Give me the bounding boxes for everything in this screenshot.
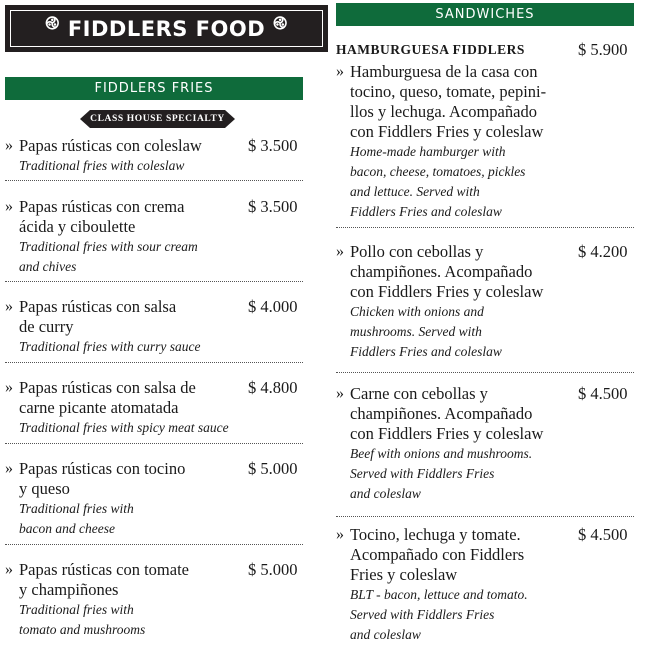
fries-section-header	[5, 77, 303, 100]
fries-item-description: Traditional fries with spicy meat sauce	[19, 420, 229, 435]
sandwich-item-description: Beef with onions and mushrooms.	[350, 446, 533, 461]
fries-item-price: $ 3.500	[248, 136, 298, 155]
sandwich-item-name: Tocino, lechuga y tomate.	[350, 525, 521, 544]
sandwich-item-price: $ 4.500	[578, 384, 628, 403]
specialty-label: CLASS HOUSE SPECIALTY	[90, 110, 225, 128]
sandwich-item-name: champiñones. Acompañado	[350, 404, 533, 423]
sandwich-item	[336, 242, 544, 362]
sandwiches-section-title: SANDWICHES	[435, 7, 535, 22]
fries-item-price: $ 4.800	[248, 378, 298, 397]
fries-item-name: y queso	[19, 479, 70, 498]
sandwich-item-description: Chicken with onions and	[350, 304, 484, 319]
sandwich-item-name: con Fiddlers Fries y coleslaw	[350, 282, 544, 301]
sandwich-item-description: Home-made hamburger with	[350, 144, 506, 159]
sandwich-item-name: champiñones. Acompañado	[350, 262, 533, 281]
bullet-marker: »	[5, 137, 13, 154]
bullet-marker: »	[5, 561, 13, 578]
dotted-divider	[5, 281, 303, 282]
sandwich-item-description: Served with Fiddlers Fries	[350, 466, 495, 481]
sandwich-item-description: and lettuce. Served with	[350, 184, 480, 199]
sandwich-item-name: llos y lechuga. Acompañado	[350, 102, 537, 121]
bullet-marker: »	[336, 526, 344, 543]
sandwich-item-price: $ 4.200	[578, 242, 628, 261]
sandwich-item-name: Pollo con cebollas y	[350, 242, 484, 261]
sandwich-item-name: Carne con cebollas y	[350, 384, 488, 403]
bullet-marker: »	[336, 385, 344, 402]
fries-item	[5, 197, 198, 277]
fries-item-description: bacon and cheese	[19, 521, 115, 536]
fries-item-name: Papas rústicas con tocino	[19, 459, 186, 478]
restaurant-title-banner	[5, 5, 328, 52]
hamburguesa-heading: HAMBURGUESA FIDDLERS	[336, 42, 525, 57]
fries-item-price: $ 5.000	[248, 560, 298, 579]
sandwich-item-description: Fiddlers Fries and coleslaw	[350, 344, 502, 359]
fries-item-name: carne picante atomatada	[19, 398, 179, 417]
sandwich-item-description: bacon, cheese, tomatoes, pickles	[350, 164, 526, 179]
bullet-marker: »	[5, 298, 13, 315]
dotted-divider	[5, 180, 303, 181]
fries-item-price: $ 3.500	[248, 197, 298, 216]
fries-item-name: de curry	[19, 317, 74, 336]
sandwich-item-description: mushrooms. Served with	[350, 324, 482, 339]
sandwich-item-name: con Fiddlers Fries y coleslaw	[350, 122, 544, 141]
sandwich-item-description: Served with Fiddlers Fries	[350, 607, 495, 622]
sandwich-item-description: and coleslaw	[350, 627, 421, 642]
fries-item-description: Traditional fries with sour cream	[19, 239, 198, 254]
fries-item-description: Traditional fries with coleslaw	[19, 158, 185, 173]
sandwich-item	[336, 384, 544, 504]
fries-item-description: Traditional fries with	[19, 501, 134, 516]
fries-item	[5, 136, 202, 176]
sandwich-item-name: Hamburguesa de la casa con	[350, 62, 538, 81]
dotted-divider	[5, 544, 303, 545]
sandwich-item-name: Acompañado con Fiddlers	[350, 545, 525, 564]
fries-item-name: ácida y ciboulette	[19, 217, 136, 236]
fries-item-name: Papas rústicas con coleslaw	[19, 136, 202, 155]
sandwich-item	[336, 62, 547, 222]
fries-item-price: $ 4.000	[248, 297, 298, 316]
fries-item	[5, 378, 229, 438]
fries-item-name: Papas rústicas con salsa de	[19, 378, 196, 397]
bullet-marker: »	[5, 198, 13, 215]
sandwiches-section-header	[336, 3, 634, 26]
dotted-divider	[5, 362, 303, 363]
restaurant-title: FIDDLERS FOOD	[67, 16, 266, 41]
fries-item	[5, 459, 186, 539]
sandwich-item-price: $ 4.500	[578, 525, 628, 544]
sandwich-item-name: tocino, queso, tomate, pepini-	[350, 82, 547, 101]
sandwich-item	[336, 525, 528, 645]
dotted-divider	[336, 372, 634, 373]
fries-item-name: y champiñones	[19, 580, 119, 599]
specialty-ribbon	[80, 110, 235, 128]
fries-item	[5, 297, 201, 357]
sandwich-item-name: con Fiddlers Fries y coleslaw	[350, 424, 544, 443]
dotted-divider	[336, 227, 634, 228]
fries-item-description: Traditional fries with	[19, 602, 134, 617]
fries-item-price: $ 5.000	[248, 459, 298, 478]
dotted-divider	[5, 443, 303, 444]
sandwich-item-price: $ 5.900	[578, 40, 628, 59]
bullet-marker: »	[5, 379, 13, 396]
fries-item-description: tomato and mushrooms	[19, 622, 146, 637]
sandwich-item-name: Fries y coleslaw	[350, 565, 458, 584]
bullet-marker: »	[336, 243, 344, 260]
fries-item-description: and chives	[19, 259, 77, 274]
fries-item	[5, 560, 189, 640]
dotted-divider	[336, 516, 634, 517]
fries-section-title: FIDDLERS FRIES	[94, 81, 214, 96]
triskele-icon: ࿋	[45, 12, 60, 34]
fries-item-name: Papas rústicas con salsa	[19, 297, 177, 316]
bullet-marker: »	[336, 63, 344, 80]
fries-item-name: Papas rústicas con tomate	[19, 560, 189, 579]
sandwich-item-description: Fiddlers Fries and coleslaw	[350, 204, 502, 219]
fries-item-name: Papas rústicas con crema	[19, 197, 185, 216]
fries-item-description: Traditional fries with curry sauce	[19, 339, 201, 354]
triskele-icon: ࿋	[273, 12, 288, 34]
bullet-marker: »	[5, 460, 13, 477]
sandwich-item-description: and coleslaw	[350, 486, 421, 501]
sandwich-item-description: BLT - bacon, lettuce and tomato.	[350, 587, 528, 602]
